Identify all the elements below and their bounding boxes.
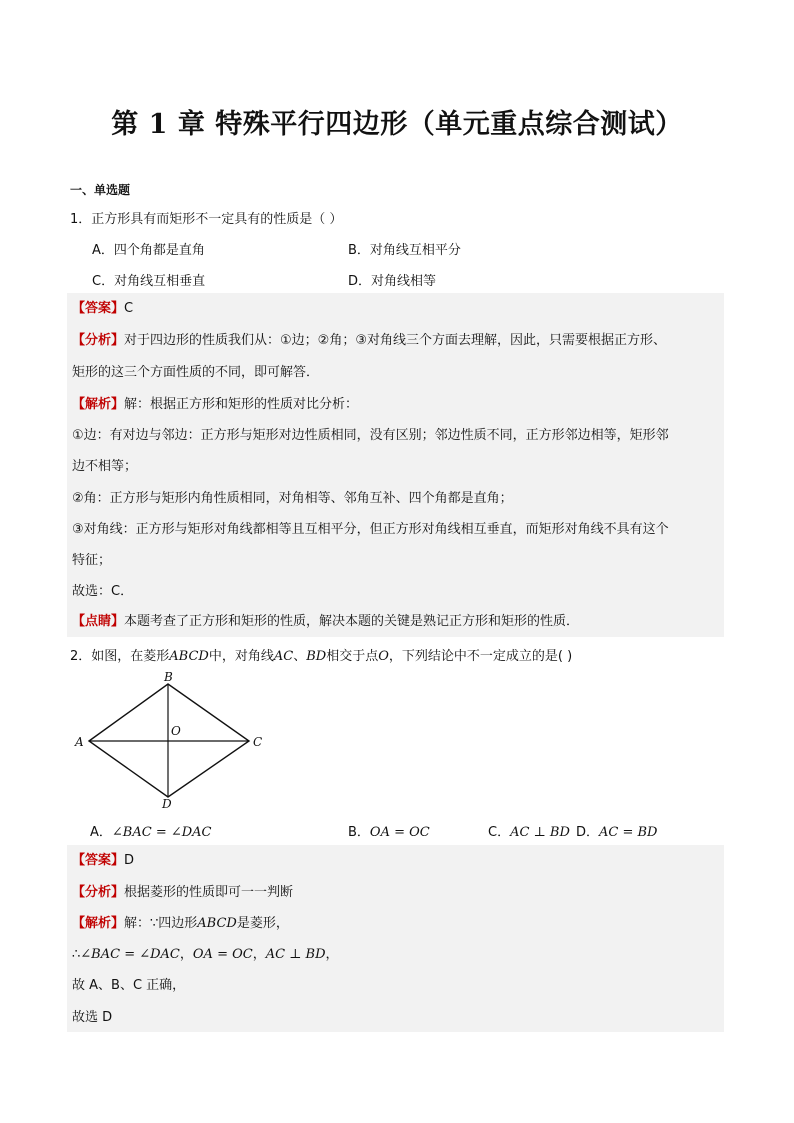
q2-solution-line2-math2: OA = OC	[192, 947, 253, 962]
q2-stem-mid2: 相交于点	[326, 649, 379, 664]
q2-option-b	[348, 821, 430, 840]
q2-solution-line2-sep1: ，	[179, 947, 193, 962]
q2-option-d-prefix: D．	[576, 825, 600, 840]
q2-solution-box	[67, 845, 724, 1032]
q1-comment: 本题考查了正方形和矩形的性质，解决本题的关键是熟记正方形和矩形的性质．	[124, 614, 580, 629]
q1-answer: C	[124, 301, 134, 316]
rhombus-diagram	[70, 668, 270, 812]
q2-option-a-prefix: A．	[90, 825, 112, 840]
q2-answer-row	[72, 852, 722, 870]
q1-option-c: C．对角线互相垂直	[92, 274, 206, 289]
q2-stem-ac: AC	[273, 649, 294, 664]
q1-analysis-row	[72, 332, 722, 350]
q2-stem-abcd: ABCD	[169, 649, 209, 664]
q2-solution-line1-math: ABCD	[197, 916, 237, 931]
section-heading: 一、单选题	[70, 183, 131, 197]
q1-solution-line2: ①边：有对边与邻边：正方形与矩形对边性质相同，没有区别；邻边性质不同，正方形邻边相等，矩形邻	[72, 428, 669, 443]
q1-analysis-line1: 对于四边形的性质我们从：①边；②角；③对角线三个方面去理解，因此，只需要根据正方形、	[124, 333, 666, 348]
analysis-tag: 【分析】	[72, 885, 125, 900]
q1-comment-row	[72, 613, 722, 631]
q2-stem-bd: BD	[306, 649, 327, 664]
q2-stem-sep: 、	[293, 649, 307, 664]
q2-option-c-math: AC ⊥ BD	[510, 825, 570, 840]
q2-option-c-prefix: C．	[488, 825, 511, 840]
vertex-label-d: D	[162, 797, 172, 811]
q2-option-a-math: ∠BAC = ∠DAC	[111, 825, 212, 840]
answer-tag: 【答案】	[72, 301, 125, 316]
q2-analysis: 根据菱形的性质即可一一判断	[124, 885, 294, 900]
q2-solution-line2-math3: AC ⊥ BD	[265, 947, 326, 962]
q1-solution-line5: ③对角线：正方形与矩形对角线都相等且互相平分，但正方形对角线相互垂直，而矩形对角线不具有这个	[72, 522, 669, 537]
center-label-o: O	[171, 724, 181, 738]
q2-option-d	[576, 821, 657, 840]
q1-option-a: A．四个角都是直角	[92, 243, 205, 258]
q2-solution-line1-suffix: 是菱形，	[236, 916, 289, 931]
q2-solution-line1-prefix: 解：∵四边形	[124, 916, 198, 931]
q2-answer: D	[124, 853, 135, 868]
comment-tag: 【点睛】	[72, 614, 125, 629]
q2-solution-line2-suffix: ，	[325, 947, 339, 962]
analysis-tag: 【分析】	[72, 333, 125, 348]
q1-solution-line4: ②角：正方形与矩形内角性质相同，对角相等、邻角互补、四个角都是直角；	[72, 491, 513, 506]
q2-solution-line4: 故选 D	[72, 1010, 113, 1025]
q1-answer-row	[72, 300, 722, 318]
q2-option-b-math: OA = OC	[369, 825, 430, 840]
q1-solution-row	[72, 396, 722, 414]
q1-solution-line3: 边不相等；	[72, 459, 138, 474]
q1-analysis-line2: 矩形的这三个方面性质的不同，即可解答．	[72, 365, 320, 380]
q2-stem-prefix: 2．如图，在菱形	[70, 649, 170, 664]
q2-option-a	[90, 821, 212, 840]
solution-tag: 【解析】	[72, 916, 125, 931]
q1-solution-line1: 解：根据正方形和矩形的性质对比分析：	[124, 397, 359, 412]
q2-solution-line3: 故 A、B、C 正确，	[72, 978, 186, 993]
vertex-label-a: A	[75, 735, 84, 749]
q2-option-d-math: AC = BD	[599, 825, 658, 840]
q1-solution-line6: 特征；	[72, 553, 112, 568]
q2-solution-line2-math1: ∠BAC = ∠DAC	[80, 947, 180, 962]
q1-option-b: B．对角线互相平分	[348, 243, 461, 258]
solution-tag: 【解析】	[72, 397, 125, 412]
q1-solution-line7: 故选：C．	[72, 584, 134, 599]
vertex-label-b: B	[164, 670, 173, 684]
q2-solution-row	[72, 915, 722, 933]
q2-stem-mid1: 中，对角线	[208, 649, 274, 664]
vertex-label-c: C	[253, 735, 263, 749]
q2-solution-line2-prefix: ∴	[72, 947, 81, 962]
q1-option-d: D．对角线相等	[348, 274, 437, 289]
q2-option-b-prefix: B．	[348, 825, 370, 840]
q2-stem	[70, 645, 572, 664]
q2-stem-o: O	[378, 649, 389, 664]
q2-stem-suffix: ，下列结论中不一定成立的是( )	[388, 649, 573, 664]
q2-analysis-row	[72, 884, 722, 902]
q1-stem: 1．正方形具有而矩形不一定具有的性质是（ ）	[70, 212, 343, 227]
q2-option-c	[488, 821, 570, 840]
answer-tag: 【答案】	[72, 853, 125, 868]
q2-solution-line2-sep2: ，	[252, 947, 266, 962]
page-title: 第 1 章 特殊平行四边形（单元重点综合测试）	[111, 109, 683, 140]
q2-solution-line2	[72, 946, 722, 964]
